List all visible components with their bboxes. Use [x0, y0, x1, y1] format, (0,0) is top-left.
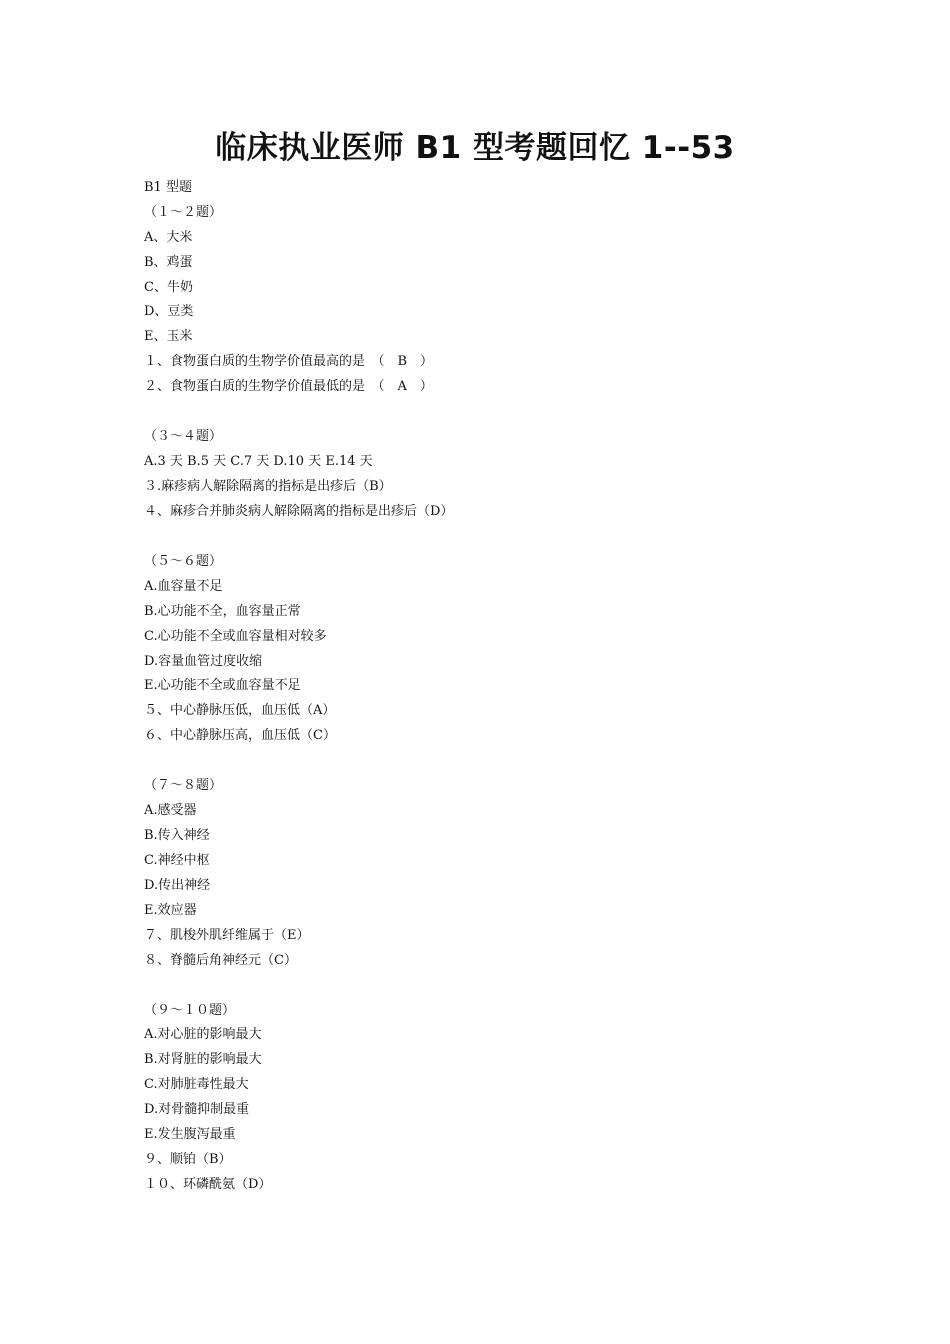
text-line: C.神经中枢	[144, 852, 210, 868]
text-line: ３.麻疹病人解除隔离的指标是出疹后（B）	[144, 478, 392, 494]
text-line: ４、麻疹合并肺炎病人解除隔离的指标是出疹后（D）	[144, 503, 454, 519]
text-line: ７、肌梭外肌纤维属于（E）	[144, 927, 310, 943]
text-line: ８、脊髓后角神经元（C）	[144, 952, 297, 968]
text-line: D.容量血管过度收缩	[144, 653, 263, 669]
blank-line	[144, 525, 844, 550]
text-line: D.传出神经	[144, 877, 211, 893]
text-line: A.血容量不足	[144, 578, 223, 594]
text-line: １、食物蛋白质的生物学价值最高的是 （ B ）	[144, 354, 434, 370]
text-line: A.感受器	[144, 803, 197, 819]
text-line: B.传入神经	[144, 828, 210, 844]
text-line: E.效应器	[144, 902, 197, 918]
text-line: ６、中心静脉压高，血压低（C）	[144, 728, 336, 744]
document-body	[144, 176, 844, 1198]
text-line: B.对肾脏的影响最大	[144, 1052, 262, 1068]
text-line: D.对骨髓抑制最重	[144, 1102, 250, 1118]
text-line: C、牛奶	[144, 279, 193, 295]
text-line: ５、中心静脉压低，血压低（A）	[144, 703, 336, 719]
text-line: A.3 天 B.5 天 C.7 天 D.10 天 E.14 天	[144, 454, 373, 470]
text-line: C.心功能不全或血容量相对较多	[144, 628, 327, 644]
text-line: （３～４题）	[144, 429, 223, 445]
blank-line	[144, 749, 844, 774]
text-line: A、大米	[144, 229, 193, 245]
text-line: ９、顺铂（B）	[144, 1151, 232, 1167]
text-line: B、鸡蛋	[144, 254, 193, 270]
blank-line	[144, 400, 844, 425]
blank-line	[144, 973, 844, 998]
text-line: （５～６题）	[144, 553, 223, 569]
text-line: （９～１０题）	[144, 1002, 236, 1018]
text-line: C.对肺脏毒性最大	[144, 1077, 249, 1093]
text-line: １０、环磷酰氨（D）	[144, 1176, 272, 1192]
text-line: E.发生腹泻最重	[144, 1127, 236, 1143]
document-title: 临床执业医师 B1 型考题回忆 1--53	[215, 130, 735, 166]
text-line: D、豆类	[144, 304, 194, 320]
text-line: B1 型题	[144, 180, 192, 195]
text-line: E.心功能不全或血容量不足	[144, 678, 301, 694]
text-line: （７～８题）	[144, 778, 223, 794]
text-line: （１～２题）	[144, 204, 223, 220]
text-line: B.心功能不全，血容量正常	[144, 603, 301, 619]
text-line: A.对心脏的影响最大	[144, 1027, 262, 1043]
text-line: E、玉米	[144, 329, 193, 345]
text-line: ２、食物蛋白质的生物学价值最低的是 （ A ）	[144, 379, 433, 395]
